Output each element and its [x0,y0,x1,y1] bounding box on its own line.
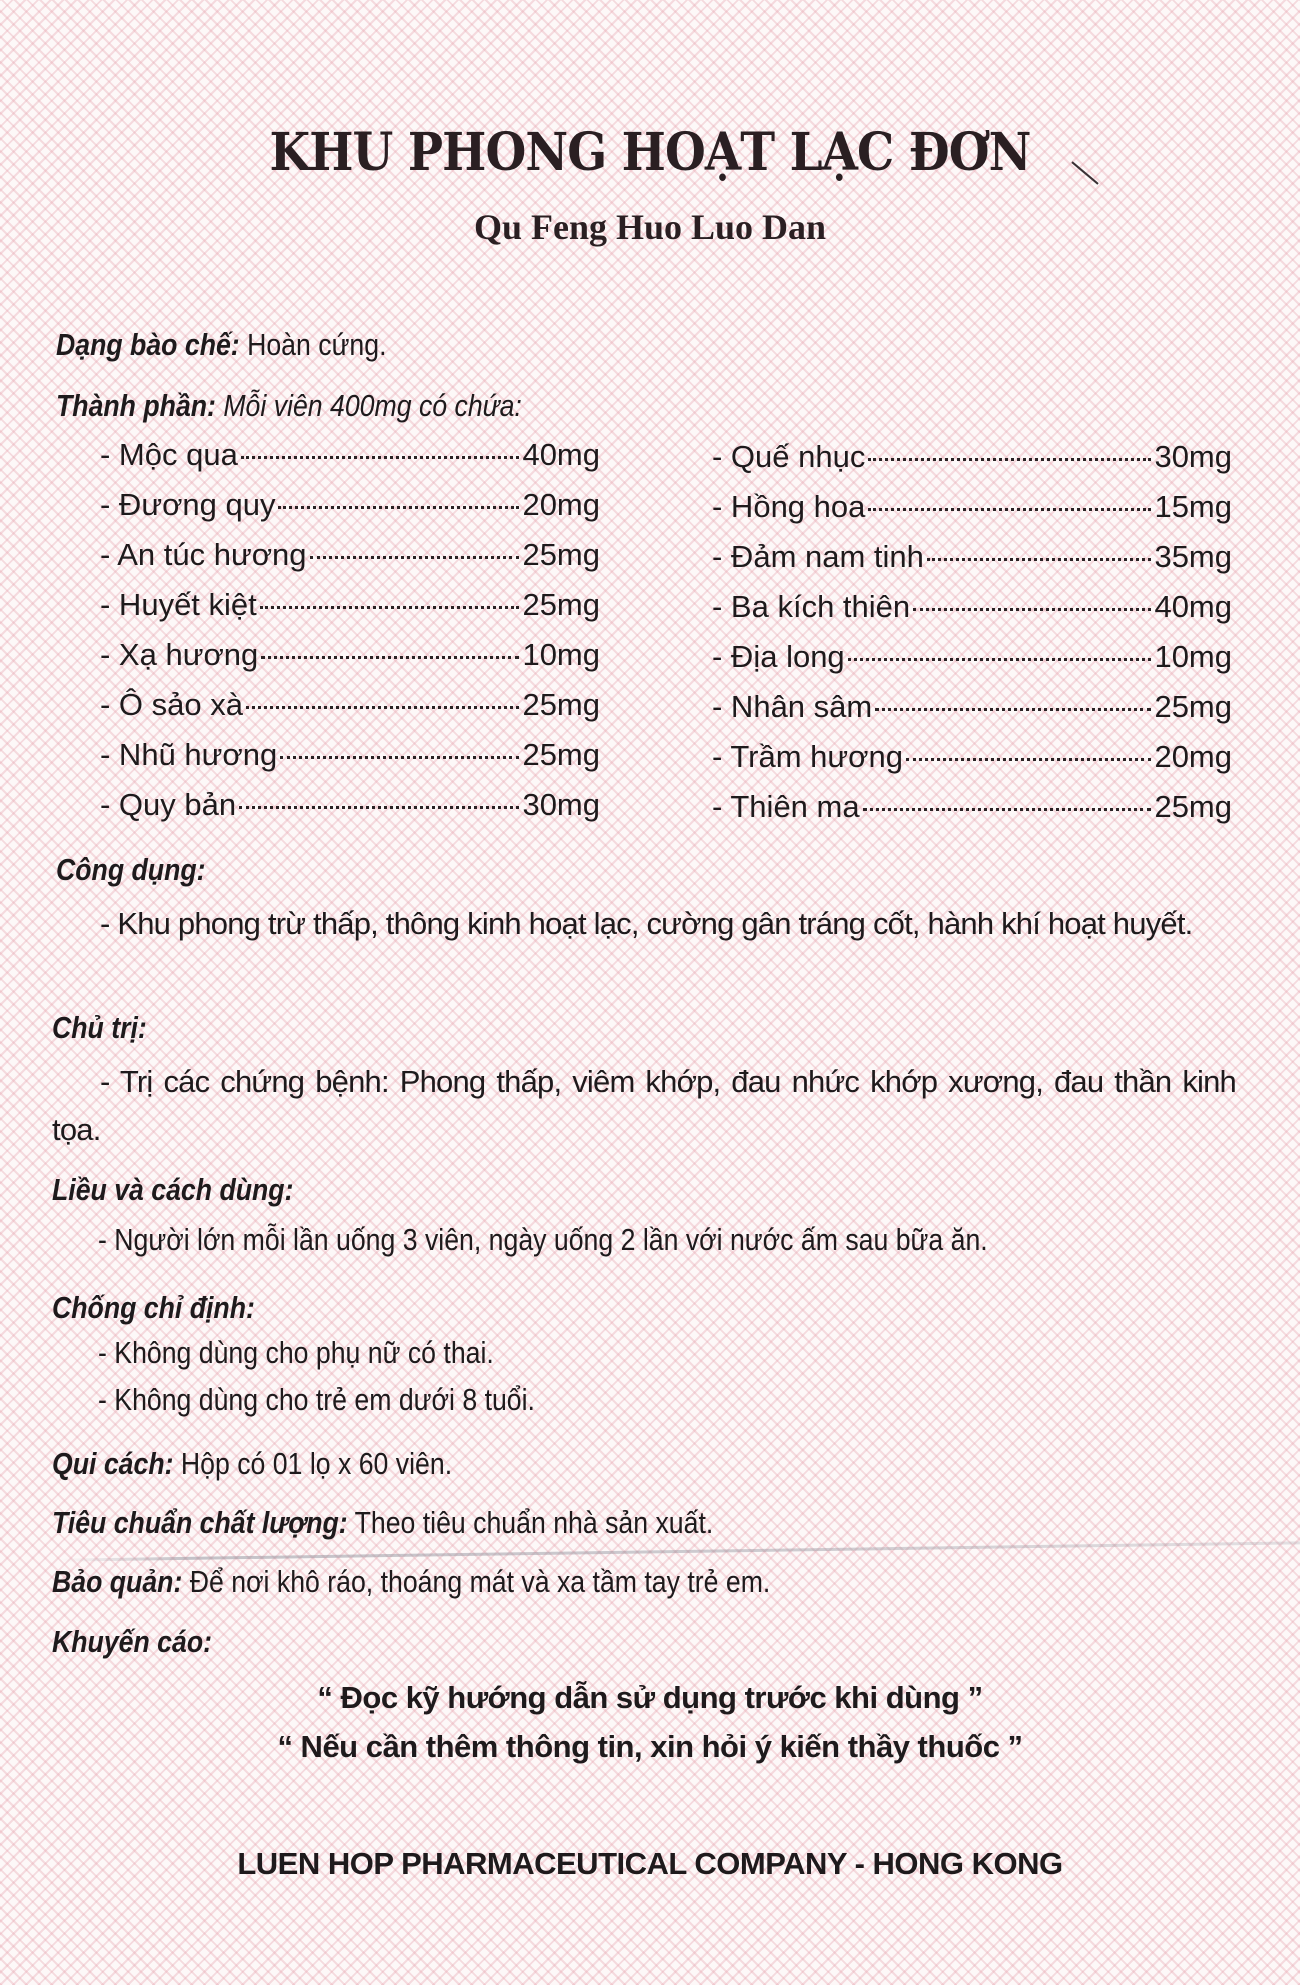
ingredient-name: - Mộc qua [100,437,238,472]
dosage-form-row [56,327,386,363]
ingredient-amount: 30mg [522,787,600,822]
contraindication-text: - Không dùng cho trẻ em dưới 8 tuổi. [98,1382,535,1417]
dosage-text: - Người lớn mỗi lần uống 3 viên, ngày uống 2 lần với nước ấm sau bữa ăn. [98,1222,988,1257]
warning-line: “ Đọc kỹ hướng dẫn sử dụng trước khi dùng ” [317,1680,983,1715]
ingredient-row [712,689,1232,739]
ingredient-amount: 20mg [1154,739,1232,774]
contraindications-heading [52,1290,255,1326]
indications-text: - Trị các chứng bệnh: Phong thấp, viêm khớp, đau nhức khớp xương, đau thần kinh tọa. [52,1064,1236,1147]
leader-dots [246,706,519,709]
ingredient-name: - Đương quy [100,487,276,522]
ingredient-row [712,489,1232,539]
contraindication-text: - Không dùng cho phụ nữ có thai. [98,1335,494,1370]
ingredient-amount: 15mg [1154,489,1232,524]
leader-dots [927,558,1152,561]
leader-dots [868,508,1151,511]
ingredient-name: - Xạ hương [100,637,259,672]
leader-dots [280,756,519,759]
ingredient-name: - Huyết kiệt [100,587,257,622]
storage-value: Để nơi khô ráo, thoáng mát và xa tầm tay trẻ em. [182,1564,771,1599]
ingredient-row [100,787,600,837]
contraindication-item [98,1335,494,1371]
ingredient-name: - Quy bản [100,787,237,822]
company-name: LUEN HOP PHARMACEUTICAL COMPANY - HONG KONG [237,1846,1063,1881]
uses-label: Công dụng: [56,852,206,887]
ingredient-row [712,589,1232,639]
indications-text-block [52,1058,1236,1154]
composition-intro: Mỗi viên 400mg có chứa: [215,388,522,423]
leader-dots [868,458,1151,461]
ingredient-name: - Địa long [712,639,845,674]
ingredient-name: - Hồng hoa [712,489,866,524]
contraindications-label: Chống chỉ định: [52,1290,255,1325]
warning-line: “ Nếu cần thêm thông tin, xin hỏi ý kiến thầy thuốc ” [277,1729,1023,1764]
indications-label: Chủ trị: [52,1010,147,1045]
ingredient-amount: 30mg [1154,439,1232,474]
contraindication-item [98,1382,535,1418]
leader-dots [260,606,520,609]
ingredient-amount: 25mg [522,687,600,722]
ingredient-row [100,487,600,537]
ingredients-left-column [100,437,600,837]
ingredient-name: - Nhân sâm [712,689,873,724]
ingredient-amount: 10mg [522,637,600,672]
composition-label: Thành phần: [56,388,216,423]
leader-dots [241,456,520,459]
ingredient-row [712,739,1232,789]
ingredient-amount: 25mg [522,587,600,622]
dosage-form-label: Dạng bào chế: [56,327,240,362]
uses-text: - Khu phong trừ thấp, thông kinh hoạt lạc, cường gân tráng cốt, hành khí hoạt huyết. [100,906,1193,941]
ingredient-name: - Ba kích thiên [712,589,911,624]
ingredient-amount: 40mg [522,437,600,472]
leader-dots [239,806,519,809]
dosage-heading [52,1172,293,1208]
ingredient-amount: 10mg [1154,639,1232,674]
ingredient-name: - An túc hương [100,537,307,572]
leader-dots [278,506,519,509]
ingredient-name: - Đảm nam tinh [712,539,924,574]
ingredients-right-column [712,439,1232,839]
ingredient-name: - Thiên ma [712,789,860,824]
ingredient-row [100,537,600,587]
leader-dots [310,556,520,559]
dosage-form-value: Hoàn cứng. [239,327,387,362]
dosage-label: Liều và cách dùng: [52,1172,294,1207]
product-subtitle: Qu Feng Huo Luo Dan [473,207,827,247]
leader-dots [913,608,1151,611]
ingredient-row [100,687,600,737]
quality-standard-value: Theo tiêu chuẩn nhà sản xuất. [347,1505,714,1540]
packaging-row [52,1446,452,1482]
leader-dots [875,708,1151,711]
ingredient-row [100,737,600,787]
paper-crease [60,1541,1300,1561]
ingredient-row [712,639,1232,689]
ingredient-name: - Nhũ hương [100,737,278,772]
leader-dots [863,808,1152,811]
leader-dots [848,658,1152,661]
ingredient-row [712,539,1232,589]
warning-heading [52,1624,212,1660]
product-title: KHU PHONG HOẠT LẠC ĐƠN [269,122,1031,183]
storage-label: Bảo quản: [52,1564,183,1599]
uses-text-block [52,900,1236,948]
ingredient-amount: 25mg [1154,789,1232,824]
packaging-label: Qui cách: [52,1446,174,1481]
ingredient-amount: 20mg [522,487,600,522]
uses-heading [56,852,206,888]
ingredient-row [100,587,600,637]
dosage-text-row [98,1222,988,1258]
ingredient-amount: 40mg [1154,589,1232,624]
quality-standard-row [52,1505,713,1541]
warning-label: Khuyến cáo: [52,1624,212,1659]
quality-standard-label: Tiêu chuẩn chất lượng: [52,1505,348,1540]
leader-dots [906,758,1151,761]
ingredient-row [100,637,600,687]
ingredient-name: - Ô sảo xà [100,687,243,722]
packaging-value: Hộp có 01 lọ x 60 viên. [173,1446,453,1481]
storage-row [52,1564,770,1600]
ingredient-name: - Trầm hương [712,739,903,774]
ingredient-row [712,439,1232,489]
composition-row [56,388,522,424]
ingredient-amount: 25mg [1154,689,1232,724]
ingredient-name: - Quế nhục [712,439,866,474]
leader-dots [261,656,519,659]
ingredient-amount: 35mg [1154,539,1232,574]
ingredient-amount: 25mg [522,537,600,572]
indications-heading [52,1010,147,1046]
ingredient-row [712,789,1232,839]
ingredient-row [100,437,600,487]
ingredient-amount: 25mg [522,737,600,772]
